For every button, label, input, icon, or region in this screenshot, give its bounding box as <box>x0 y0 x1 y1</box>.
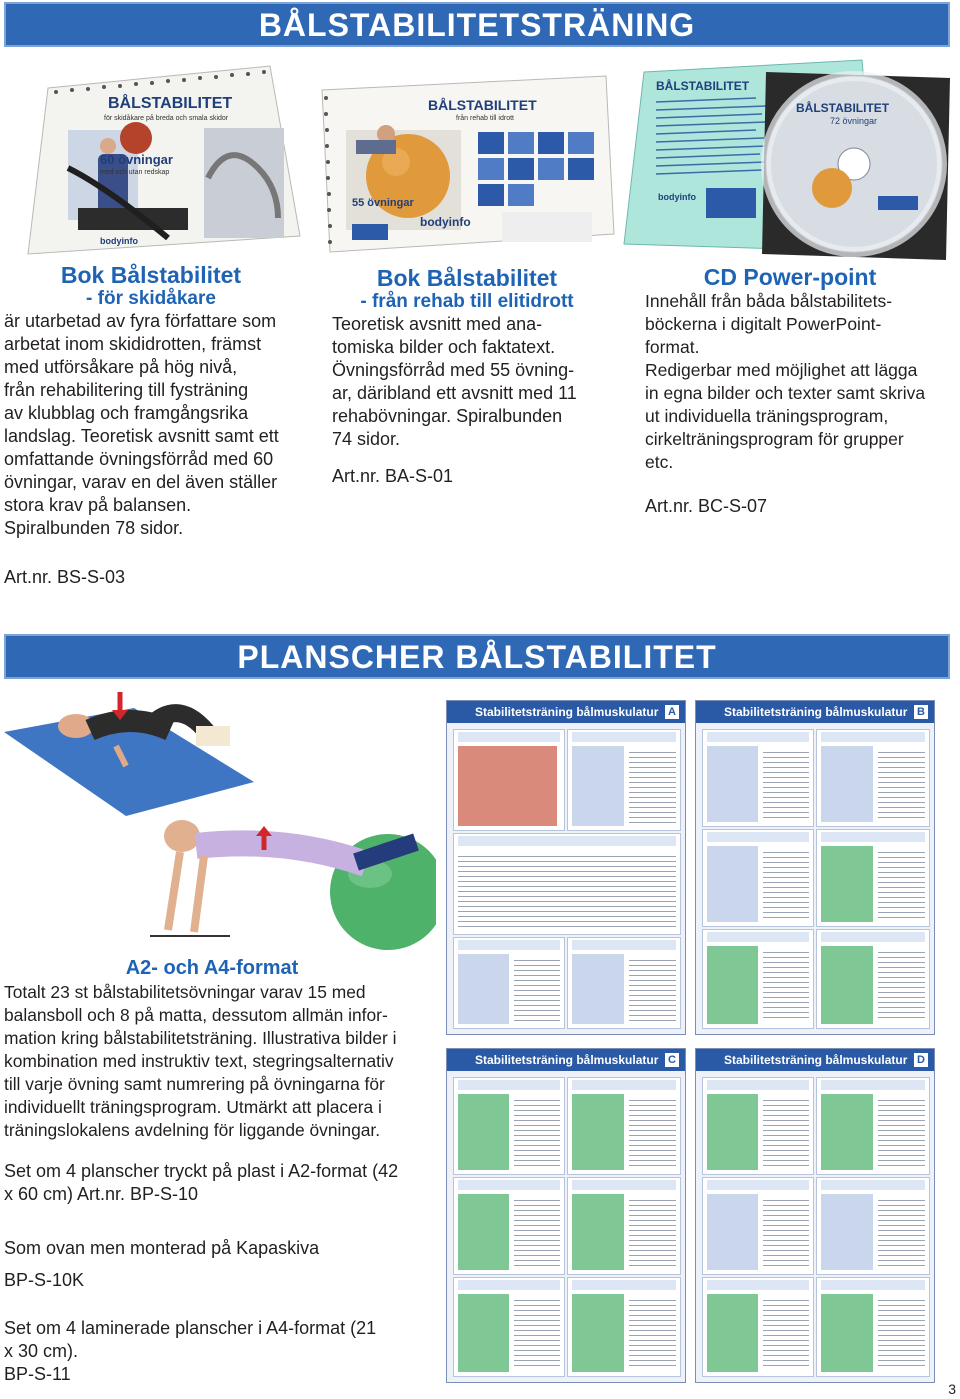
section-banner-products <box>4 2 950 47</box>
svg-text:BÅLSTABILITET: BÅLSTABILITET <box>108 95 233 112</box>
svg-text:60 övningar: 60 övningar <box>100 152 173 167</box>
poster-cell <box>816 729 930 827</box>
poster-title: Stabilitetsträning bålmuskulatur C <box>447 1049 685 1071</box>
product-title: Bok Bålstabilitet <box>60 262 242 288</box>
product-description: Innehåll från båda bålstabilitets- böckerna i digitalt PowerPoint- format. Redigerbar med möjlighet att lägga in egna bilder och texter samt skriva ut individuella träningsprogram, cirkelträningsprogram för grupper etc. <box>645 291 926 472</box>
product-cd-powerpoint <box>645 264 935 518</box>
poster-option-a4: Set om 4 laminerade planscher i A4-format (21 x 30 cm). BP-S-11 <box>4 1318 377 1384</box>
poster-cell-anatomy <box>453 729 565 831</box>
product-bok-skidakare <box>4 262 298 540</box>
svg-text:från rehab till idrott: från rehab till idrott <box>456 115 514 122</box>
poster-cell <box>816 829 930 927</box>
book-cover-rehab-image <box>316 74 616 256</box>
product-title: CD Power-point <box>703 264 877 290</box>
poster-cell <box>816 1177 930 1275</box>
svg-text:BÅLSTABILITET: BÅLSTABILITET <box>428 97 537 113</box>
poster-cell <box>816 1077 930 1175</box>
poster-cell-info <box>453 833 681 935</box>
svg-text:bodyinfo: bodyinfo <box>420 215 471 229</box>
exercise-illustration <box>0 686 436 952</box>
poster-c <box>446 1048 686 1383</box>
poster-option-kapaskiva: Som ovan men monterad på Kapaskiva BP-S-10K <box>4 1238 320 1290</box>
poster-cell <box>567 1077 681 1175</box>
poster-cell <box>567 729 681 831</box>
poster-option-a2: Set om 4 planscher tryckt på plast i A2-format (42 x 60 cm) Art.nr. BP-S-10 <box>4 1161 399 1204</box>
product-subtitle: - från rehab till elitidrott <box>360 291 574 312</box>
svg-text:med och utan redskap: med och utan redskap <box>100 169 170 176</box>
svg-text:bodyinfo: bodyinfo <box>658 192 696 202</box>
poster-cell <box>816 929 930 1029</box>
poster-cell <box>702 729 814 827</box>
product-bok-rehab <box>332 265 602 488</box>
product-art-number: Art.nr. BA-S-01 <box>332 466 454 486</box>
banner-title: BÅLSTABILITETSTRÄNING <box>258 7 696 43</box>
section-banner-posters <box>4 634 950 679</box>
product-subtitle: - för skidåkare <box>86 288 216 309</box>
posters-title: A2- och A4-format <box>125 957 299 979</box>
poster-cell <box>567 937 681 1029</box>
cd-powerpoint-image <box>616 58 960 268</box>
poster-cell <box>453 1277 565 1377</box>
poster-cell <box>453 1077 565 1175</box>
poster-cell <box>567 1177 681 1275</box>
product-description: Teoretisk avsnitt med ana- tomiska bilder och faktatext. Övningsförråd med 55 övning- ar, däribland ett avsnitt med 11 rehabövningar. Spiralbunden 74 sidor. <box>332 314 577 449</box>
banner-title: PLANSCHER BÅLSTABILITET <box>237 639 717 675</box>
svg-text:BÅLSTABILITET: BÅLSTABILITET <box>656 79 750 93</box>
svg-text:för skidåkare på breda och sma: för skidåkare på breda och smala skidor <box>104 115 229 122</box>
posters-body: Totalt 23 st bålstabilitetsövningar varav 15 med balansboll och 8 på matta, dessutom allmän infor- mation kring bålstabilitetsträning. Illustrativa bilder i kombination med instruktiv text, stegringsalternativ till varje övning samt numrering på övningarna för individuellt träningsprogram. Utmärkt att placera i träningslokalens avdelning för liggande övningar. <box>4 982 397 1140</box>
posters-description <box>4 955 420 1142</box>
poster-title: Stabilitetsträning bålmuskulatur D <box>696 1049 934 1071</box>
svg-text:72 övningar: 72 övningar <box>830 116 878 126</box>
poster-d <box>695 1048 935 1383</box>
poster-cell <box>453 1177 565 1275</box>
product-art-number: Art.nr. BS-S-03 <box>4 567 126 587</box>
poster-cell <box>453 937 565 1029</box>
poster-cell <box>567 1277 681 1377</box>
poster-cell <box>702 1177 814 1275</box>
poster-cell <box>702 929 814 1029</box>
svg-text:bodyinfo: bodyinfo <box>100 236 138 246</box>
product-title: Bok Bålstabilitet <box>376 265 558 291</box>
page-number: 3 <box>948 1381 956 1397</box>
poster-cell <box>816 1277 930 1377</box>
poster-title: Stabilitetsträning bålmuskulatur A <box>447 701 685 723</box>
poster-cell <box>702 829 814 927</box>
product-description: är utarbetad av fyra författare som arbetat inom skididrotten, främst med utförsåkare på hög nivå, från rehabilitering till fysträning av klubblag och framgångsrika landslag. Teoretisk avsnitt samt ett omfattande övningsförråd med 60 övningar, varav en del även ställer stora krav på balansen. Spiralbunden 78 sidor. <box>4 311 279 538</box>
book-cover-skidakare-image <box>8 58 310 256</box>
poster-cell <box>702 1277 814 1377</box>
svg-text:55 övningar: 55 övningar <box>352 197 414 209</box>
poster-title: Stabilitetsträning bålmuskulatur B <box>696 701 934 723</box>
poster-a <box>446 700 686 1035</box>
svg-text:BÅLSTABILITET: BÅLSTABILITET <box>796 101 890 115</box>
poster-b <box>695 700 935 1035</box>
poster-cell <box>702 1077 814 1175</box>
product-art-number: Art.nr. BC-S-07 <box>645 496 768 516</box>
